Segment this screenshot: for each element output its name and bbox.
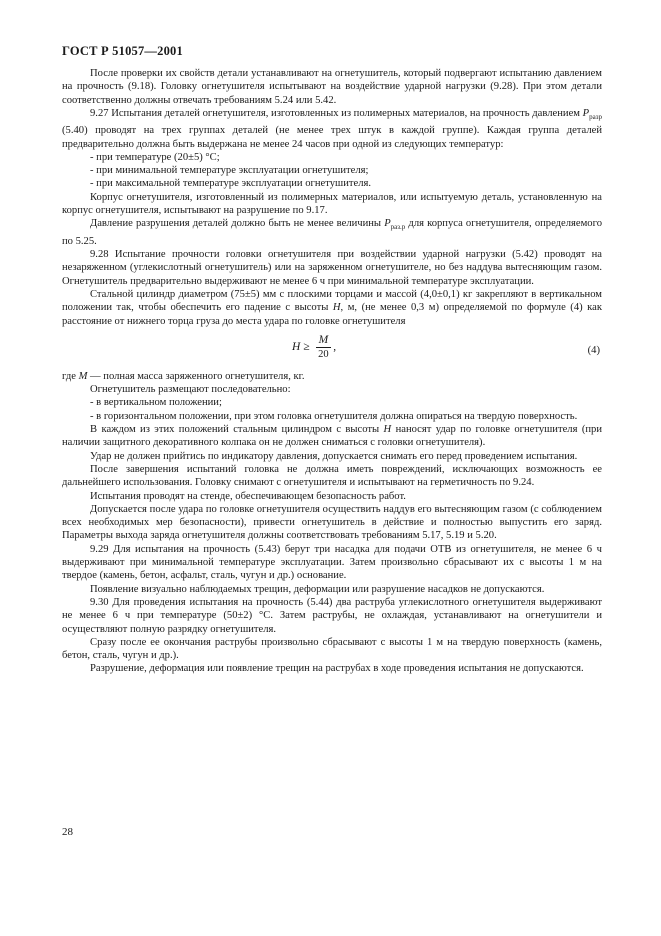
paragraph: [62, 288, 602, 328]
formula-number: (4): [587, 344, 600, 356]
paragraph: [62, 423, 602, 450]
paragraph-text: (5.40) проводят на трех группах деталей (не менее трех штук в каждой группе). Каждая группа деталей предварительно должна быть выдержана не менее 24 часов при одной из следующих температур:: [62, 125, 602, 150]
formula-denominator: 20: [318, 348, 329, 360]
page-number: 28: [62, 826, 73, 838]
formula-fraction: [316, 334, 332, 361]
paragraph-9-29: 9.29 Для испытания на прочность (5.43) берут три насадка для подачи ОТВ из огнетушителя, не менее 6 ч выдерживают при минимальной температуре эксплуатации. Затем произвольно сбрасывают их с высоты 1 м на твердое (камень, бетон, асфальт, сталь, чугун и др.) основание.: [62, 543, 602, 582]
paragraph-9-28: 9.28 Испытание прочности головки огнетушителя при воздействии ударной нагрузки (5.42) проводят на незаряженном (углекислотный огнетушитель) или на заряженном огнетушителе, но без наддува вытесняющим газом. Огнетушитель предварительно выдерживают не менее 6 ч при минимальной температуре эксплуатации.: [62, 249, 602, 287]
paragraph-text: где: [62, 370, 79, 382]
formula-4: [62, 330, 602, 370]
paragraph-text: 9.27 Испытания деталей огнетушителя, изготовленных из полимерных материалов, на прочность давлением: [90, 107, 583, 119]
formula-lhs: H: [292, 340, 301, 353]
pressure-symbol: P: [582, 107, 590, 119]
list-item: - при температуре (20±5) °С;: [90, 151, 220, 163]
list-item: - при минимальной температуре эксплуатации огнетушителя;: [90, 165, 369, 177]
formula-numerator: M: [316, 334, 332, 348]
paragraph: [62, 217, 602, 248]
paragraph: Испытания проводят на стенде, обеспечивающем безопасность работ.: [90, 490, 406, 502]
paragraph-9-27: [62, 107, 602, 151]
paragraph: Удар не должен прийтись по индикатору давления, допускается снимать его перед проведением испытания.: [90, 450, 578, 462]
paragraph: После завершения испытаний головка не должна иметь повреждений, исключающих возможность ее дальнейшего использования. Головку снимают с огнетушителя и испытывают на герметичность по 9.24.: [62, 463, 602, 489]
paragraph-text: — полная масса заряженного огнетушителя, кг.: [87, 370, 305, 382]
paragraph: Появление визуально наблюдаемых трещин, деформации или разрушение насадков не допускаются.: [90, 583, 545, 595]
paragraph-text: Давление разрушения деталей должно быть не менее величины: [90, 218, 385, 230]
paragraph-text: , м, (не менее 0,3 м) определяемой по формуле (4) как расстояние от нижнего торца груза до места удара по головке огнетушителя: [62, 302, 602, 327]
paragraph: Разрушение, деформация или появление трещин на раструбах в ходе проведения испытания не допускаются.: [90, 663, 584, 675]
height-symbol: H: [383, 424, 392, 436]
list-item: - в горизонтальном положении, при этом головка огнетушителя должна опираться на твердую поверхность.: [90, 410, 578, 422]
pressure-subscript: раз.р: [390, 223, 406, 232]
paragraph: Допускается после удара по головке огнетушителя осуществить наддув его вытесняющим газом (с соблюдением всех необходимых мер безопасности), привести огнетушитель в действие и полностью выпустить его заряд. Параметры выхода заряда огнетушителя должны соответствовать требованиям 5.17, 5.19 и 5.20.: [62, 503, 602, 542]
height-symbol: H: [332, 302, 341, 314]
paragraph-9-30: 9.30 Для проведения испытания на прочность (5.44) два раструба углекислотного огнетушителя выдерживают не менее 6 ч при температуре (50±2) °С. Затем раструбы, не охлаждая, устанавливают на огнетушители и осуществляют полную разрядку огнетушителя.: [62, 596, 602, 635]
pressure-subscript: разр: [589, 113, 602, 121]
pressure-symbol: P: [384, 218, 391, 230]
list-item: - в вертикальном положении;: [90, 397, 222, 409]
list-item: - при максимальной температуре эксплуатации огнетушителя.: [90, 178, 371, 190]
paragraph-text: наносят удар по головке огнетушителя (при наличии защитного декоративного колпака он не должен сниматься с головки огнетушителя).: [62, 424, 602, 449]
document-body: [62, 67, 602, 676]
formula-expression: [292, 334, 336, 361]
mass-symbol: M: [78, 370, 88, 382]
paragraph-text: В каждом из этих положений стальным цилиндром с высоты: [90, 424, 384, 436]
paragraph: Огнетушитель размещают последовательно:: [90, 384, 291, 396]
paragraph: [62, 370, 602, 383]
paragraph: Корпус огнетушителя, изготовленный из полимерных материалов, или испытуемую деталь, установленную на корпус огнетушителя, испытывают на разрушение по 9.17.: [62, 191, 602, 217]
paragraph: Сразу после ее окончания раструбы произвольно сбрасывают с высоты 1 м на твердую поверхность (камень, бетон, сталь, чугун и др.).: [62, 636, 602, 662]
paragraph-text: Стальной цилиндр диаметром (75±5) мм с плоскими торцами и массой (4,0±0,1) кг закрепляют в вертикальном положении так, чтобы обеспечить его падение с высоты: [62, 288, 602, 314]
document-header: ГОСТ Р 51057—2001: [62, 44, 183, 58]
paragraph: После проверки их свойств детали устанавливают на огнетушитель, который подвергают испытанию давлением на прочность (9.18). Головку огнетушителя испытывают на воздействие ударной нагрузки (9.28). При этом детали соответственно должны отвечать требованиям 5.24 или 5.42.: [62, 68, 602, 106]
formula-comma: ,: [333, 340, 337, 353]
paragraph-text: для корпуса огнетушителя, определяемого по 5.25.: [62, 218, 602, 247]
formula-operator: ≥: [303, 340, 310, 353]
